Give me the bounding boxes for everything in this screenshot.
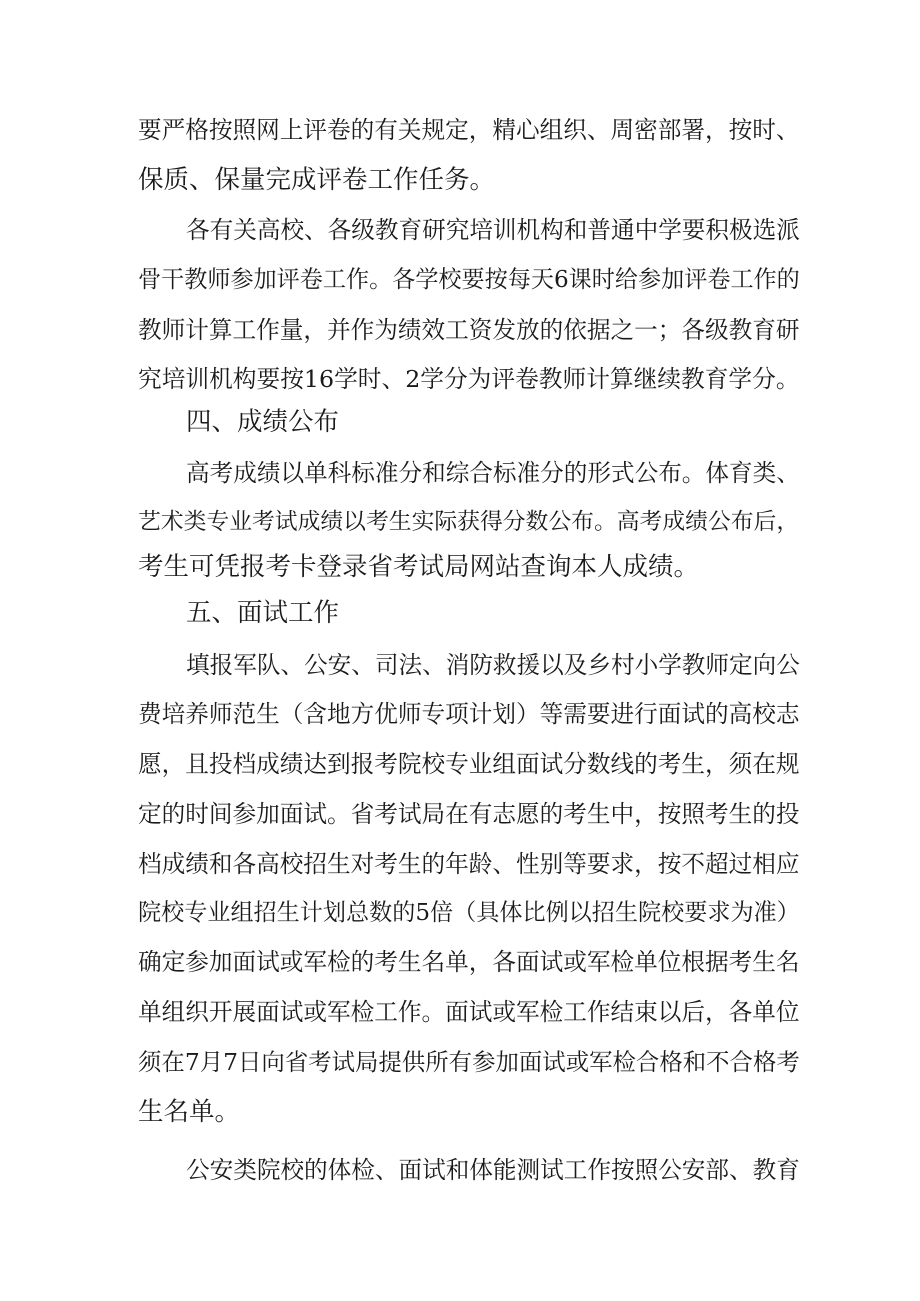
text-line: 费培养师范生（含地方优师专项计划）等需要进行面试的高校志 [138,700,800,728]
text-line: 填报军队、公安、司法、消防救援以及乡村小学教师定向公 [186,651,800,679]
text-line: 单组织开展面试或军检工作。面试或军检工作结束以后，各单位 [138,998,800,1026]
text-line: 考生可凭报考卡登录省考试局网站查询本人成绩。 [138,552,700,582]
text-line: 艺术类专业考试成绩以考生实际获得分数公布。高考成绩公布后， [138,509,800,535]
text-line: 要严格按照网上评卷的有关规定，精心组织、周密部署，按时、 [138,116,800,144]
text-line: 确定参加面试或军检的考生名单，各面试或军检单位根据考生名 [138,948,800,976]
text-line: 公安类院校的体检、面试和体能测试工作按照公安部、教育 [186,1156,800,1184]
text-line: 院校专业组招生计划总数的5倍（具体比例以招生院校要求为准） [138,900,800,926]
text-line: 保质、保量完成评卷工作任务。 [138,165,496,195]
text-line: 愿，且投档成绩达到报考院校专业组面试分数线的考生，须在规 [138,750,800,778]
text-line: 教师计算工作量，并作为绩效工资发放的依据之一；各级教育研 [138,316,800,344]
text-line: 高考成绩以单科标准分和综合标准分的形式公布。体育类、 [186,459,800,487]
text-line: 骨干教师参加评卷工作。各学校要按每天6课时给参加评卷工作的 [138,267,800,293]
text-line: 生名单。 [138,1097,241,1127]
text-line: 究培训机构要按16学时、2学分为评卷教师计算继续教育学分。 [138,365,800,393]
text-line: 须在7月7日向省考试局提供所有参加面试或军检合格和不合格考 [138,1048,800,1076]
section-heading-results: 四、成绩公布 [186,407,340,437]
text-line: 档成绩和各高校招生对考生的年龄、性别等要求，按不超过相应 [138,850,800,878]
section-heading-interview: 五、面试工作 [186,598,340,628]
text-line: 定的时间参加面试。省考试局在有志愿的考生中，按照考生的投 [138,800,800,828]
text-line: 各有关高校、各级教育研究培训机构和普通中学要积极选派 [186,216,800,244]
